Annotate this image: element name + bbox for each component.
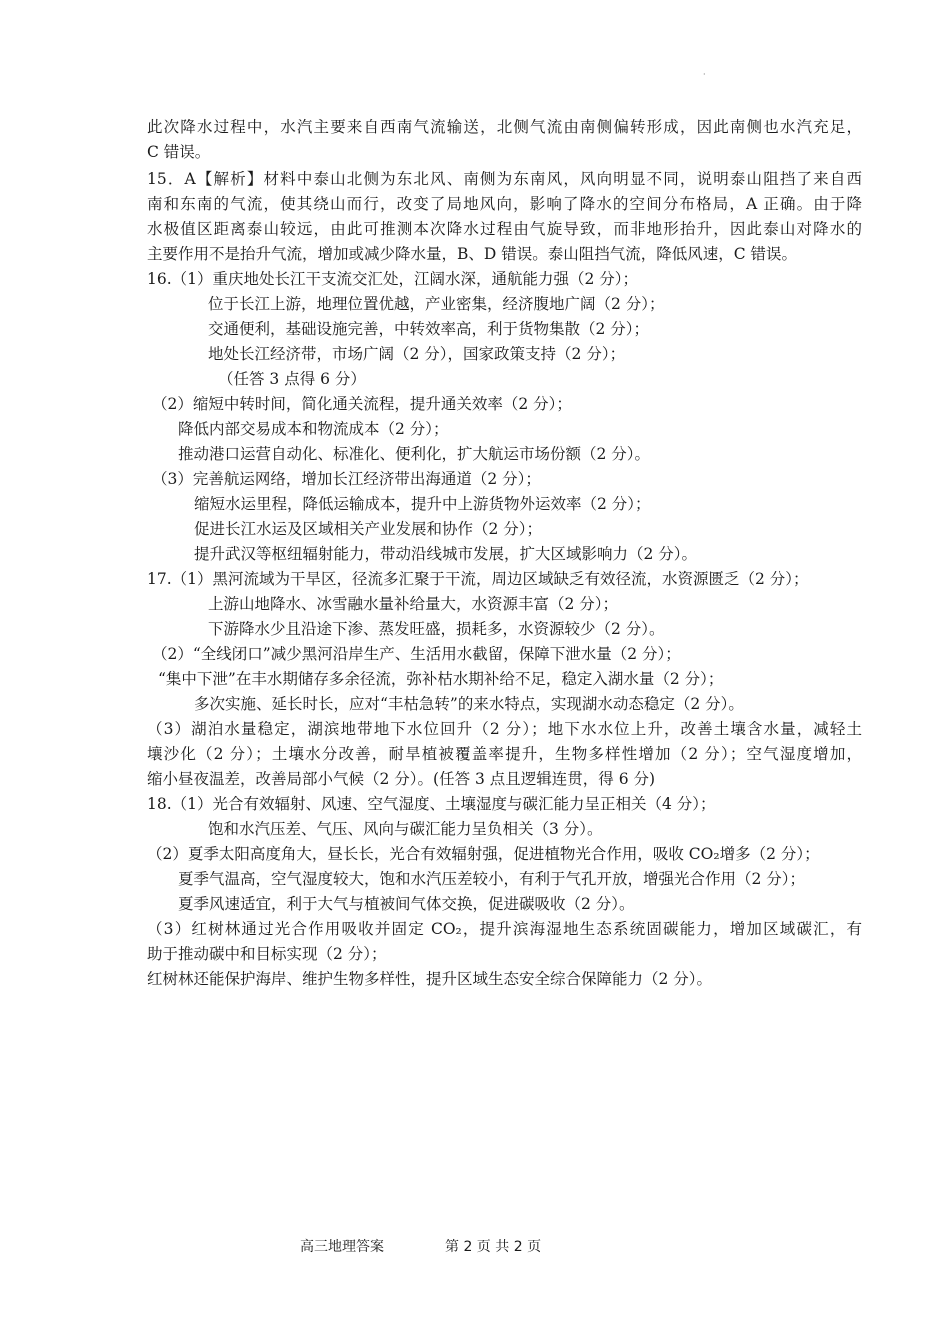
text-line: 地处长江经济带，市场广阔（2 分），国家政策支持（2 分）；: [208, 345, 626, 363]
text-line: （2）夏季太阳高度角大，昼长长，光合有效辐射强，促进植物光合作用，吸收 CO₂增多（2 分）；: [147, 845, 820, 863]
text-line: 上游山地降水、冰雪融水量补给量大，水资源丰富（2 分）；: [208, 595, 619, 613]
text-line: 壤沙化（2 分）；土壤水分改善，耐旱植被覆盖率提升，生物多样性增加（2 分）；空气湿度增加，: [147, 745, 862, 763]
text-line: （任答 3 点得 6 分）: [218, 370, 366, 388]
text-line: 17.（1）黑河流域为干旱区，径流多汇聚于干流，周边区域缺乏有效径流，水资源匮乏（2 分）；: [147, 570, 809, 588]
text-line: C 错误。: [147, 143, 211, 161]
text-line: 18.（1）光合有效辐射、风速、空气湿度、土壤湿度与碳汇能力呈正相关（4 分）；: [147, 795, 716, 813]
text-line: 饱和水汽压差、气压、风向与碳汇能力呈负相关（3 分）。: [208, 820, 603, 838]
text-line: 降低内部交易成本和物流成本（2 分）；: [178, 420, 449, 438]
text-line: 夏季风速适宜，利于大气与植被间气体交换，促进碳吸收（2 分）。: [178, 895, 635, 913]
text-line: 15．A【解析】材料中泰山北侧为东北风、南侧为东南风，风向明显不同，说明泰山阻挡了来自西: [147, 170, 862, 188]
text-line: 主要作用不是抬升气流，增加或减少降水量，B、D 错误。泰山阻挡气流，降低风速，C 错误。: [147, 245, 798, 263]
text-line: 推动港口运营自动化、标准化、便利化，扩大航运市场份额（2 分）。: [178, 445, 651, 463]
text-line: （3）完善航运网络，增加长江经济带出海通道（2 分）；: [152, 470, 541, 488]
text-line: 位于长江上游，地理位置优越，产业密集，经济腹地广阔（2 分）；: [208, 295, 665, 313]
text-line: 多次实施、延长时长，应对“丰枯急转”的来水特点，实现湖水动态稳定（2 分）。: [194, 695, 744, 713]
text-line: 此次降水过程中，水汽主要来自西南气流输送，北侧气流由南侧偏转形成，因此南侧也水汽充足，: [147, 118, 862, 136]
header-mark: ·: [703, 70, 706, 79]
text-line: 下游降水少且沿途下渗、蒸发旺盛，损耗多，水资源较少（2 分）。: [208, 620, 665, 638]
text-line: 缩小昼夜温差，改善局部小气候（2 分）。(任答 3 点且逻辑连贯，得 6 分): [147, 770, 656, 788]
footer-subject: 高三地理答案: [300, 1239, 384, 1255]
text-line: 缩短水运里程，降低运输成本，提升中上游货物外运效率（2 分）；: [194, 495, 651, 513]
text-line: 交通便利，基础设施完善，中转效率高，利于货物集散（2 分）；: [208, 320, 650, 338]
text-line: 红树林还能保护海岸、维护生物多样性，提升区域生态安全综合保障能力（2 分）。: [147, 970, 713, 988]
text-line: 水极值区距离泰山较远，由此可推测本次降水过程由气旋导致，而非地形抬升，因此泰山对降水的: [147, 220, 862, 238]
text-line: （2）缩短中转时间，简化通关流程，提升通关效率（2 分）；: [152, 395, 572, 413]
text-line: 夏季气温高，空气湿度较大，饱和水汽压差较小，有利于气孔开放，增强光合作用（2 分）；: [178, 870, 806, 888]
text-line: （3）湖泊水量稳定，湖滨地带地下水位回升（2 分）；地下水水位上升，改善土壤含水量，减轻土: [147, 720, 862, 738]
text-line: 提升武汉等枢纽辐射能力，带动沿线城市发展，扩大区域影响力（2 分）。: [194, 545, 698, 563]
text-line: 南和东南的气流，使其绕山而行，改变了局地风向，影响了降水的空间分布格局，A 正确。由于降: [147, 195, 862, 213]
text-line: 助于推动碳中和目标实现（2 分）；: [147, 945, 387, 963]
text-line: （2）“全线闭口”减少黑河沿岸生产、生活用水截留，保障下泄水量（2 分）；: [152, 645, 681, 663]
footer-page-number: 第 2 页 共 2 页: [445, 1239, 542, 1255]
text-line: 16.（1）重庆地处长江干支流交汇处，江阔水深，通航能力强（2 分）；: [147, 270, 639, 288]
text-line: “集中下泄”在丰水期储存多余径流，弥补枯水期补给不足，稳定入湖水量（2 分）；: [158, 670, 724, 688]
text-line: （3）红树林通过光合作用吸收并固定 CO₂，提升滨海湿地生态系统固碳能力，增加区域碳汇，有: [147, 920, 862, 938]
text-line: 促进长江水运及区域相关产业发展和协作（2 分）；: [194, 520, 543, 538]
